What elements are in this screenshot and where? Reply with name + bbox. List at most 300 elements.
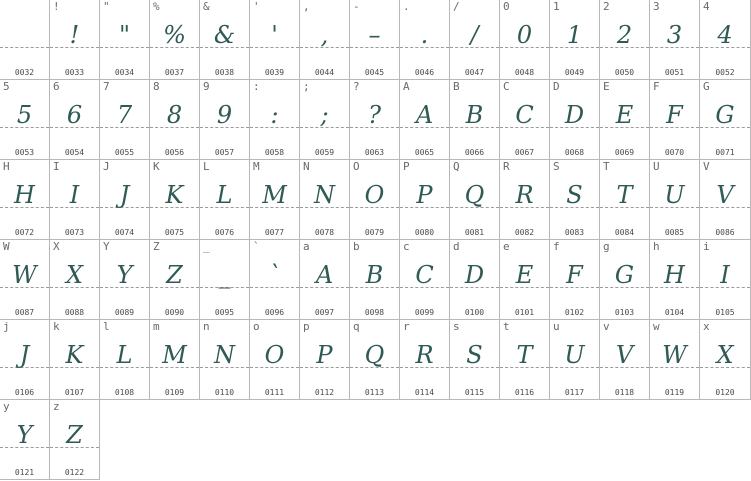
- glyph-code: 0110: [214, 388, 235, 397]
- glyph-sample: L: [116, 341, 133, 369]
- glyph-cell-label: 4: [703, 0, 710, 13]
- glyph-sample: X: [65, 261, 84, 289]
- glyph-cell-label: 8: [153, 80, 160, 93]
- glyph-sample: .: [420, 21, 429, 49]
- glyph-cell-label: m: [153, 320, 160, 333]
- glyph-cell-label: G: [703, 80, 710, 93]
- glyph-cell: [50, 240, 100, 320]
- glyph-cell-label: _: [203, 240, 210, 253]
- glyph-cell-label: H: [3, 160, 10, 173]
- glyph-code: 0121: [14, 468, 35, 477]
- glyph-cell-label: g: [603, 240, 610, 253]
- glyph-sample: 2: [616, 21, 633, 49]
- glyph-cell-label: v: [603, 320, 610, 333]
- glyph-sample: %: [163, 21, 186, 49]
- glyph-cell-label: a: [303, 240, 310, 253]
- glyph-sample: 6: [66, 101, 83, 129]
- glyph-cell: [300, 240, 350, 320]
- glyph-code: 0054: [64, 148, 85, 157]
- glyph-cell: [50, 320, 100, 400]
- glyph-sample: C: [515, 101, 534, 129]
- glyph-cell: [200, 240, 250, 320]
- glyph-sample: –: [368, 21, 381, 49]
- glyph-code: 0114: [414, 388, 435, 397]
- glyph-code: 0066: [464, 148, 485, 157]
- glyph-sample: U: [664, 181, 685, 209]
- glyph-code: 0086: [715, 228, 735, 237]
- glyph-cell: [400, 240, 450, 320]
- glyph-cell: [0, 320, 50, 400]
- glyph-code: 0056: [164, 148, 185, 157]
- glyph-cell-label: I: [53, 160, 60, 173]
- glyph-cell: [100, 320, 150, 400]
- glyph-cell: [450, 80, 500, 160]
- glyph-cell: [350, 320, 400, 400]
- glyph-code: 0087: [14, 308, 35, 317]
- glyph-code: 0079: [364, 228, 385, 237]
- glyph-cell: [150, 240, 200, 320]
- glyph-cell: [150, 80, 200, 160]
- glyph-code: 0048: [514, 68, 535, 77]
- glyph-cell: [50, 400, 100, 480]
- glyph-sample: G: [614, 261, 635, 289]
- glyph-sample: M: [262, 181, 287, 209]
- glyph-code: 0113: [364, 388, 385, 397]
- glyph-code: 0118: [614, 388, 635, 397]
- glyph-cell: [350, 0, 400, 80]
- glyph-cell-label: h: [653, 240, 660, 253]
- glyph-code: 0039: [264, 68, 285, 77]
- glyph-sample: R: [415, 341, 434, 369]
- glyph-code: 0090: [164, 308, 185, 317]
- glyph-code: 0116: [514, 388, 535, 397]
- glyph-cell: [600, 320, 650, 400]
- glyph-cell: [300, 320, 350, 400]
- glyph-cell-label: o: [253, 320, 260, 333]
- glyph-cell: [450, 160, 500, 240]
- glyph-sample: Z: [66, 421, 83, 449]
- glyph-code: 0099: [414, 308, 435, 317]
- glyph-code: 0071: [715, 148, 735, 157]
- glyph-sample: O: [264, 341, 285, 369]
- glyph-cell-label: ,: [303, 0, 310, 13]
- glyph-code: 0122: [64, 468, 85, 477]
- glyph-code: 0107: [64, 388, 85, 397]
- glyph-cell: [350, 80, 400, 160]
- glyph-sample: U: [564, 341, 585, 369]
- glyph-cell: [200, 0, 250, 80]
- glyph-cell-label: w: [653, 320, 660, 333]
- glyph-sample: J: [19, 341, 30, 369]
- glyph-cell-label: 7: [103, 80, 110, 93]
- glyph-code: 0073: [64, 228, 85, 237]
- glyph-code: 0047: [464, 68, 485, 77]
- glyph-sample: D: [564, 101, 585, 129]
- glyph-sample: Y: [16, 421, 33, 449]
- glyph-cell: [650, 160, 700, 240]
- glyph-code: 0084: [614, 228, 635, 237]
- glyph-cell: [600, 80, 650, 160]
- glyph-code: 0088: [64, 308, 85, 317]
- glyph-sample: E: [615, 101, 634, 129]
- glyph-cell-label: ?: [353, 80, 360, 93]
- glyph-cell-label: :: [253, 80, 260, 93]
- glyph-cell: [100, 0, 150, 80]
- glyph-code: 0105: [715, 308, 735, 317]
- glyph-cell: [700, 320, 751, 400]
- glyph-code: 0120: [715, 388, 735, 397]
- baseline-guide: [0, 47, 49, 48]
- glyph-sample: F: [666, 101, 683, 129]
- glyph-cell: [100, 160, 150, 240]
- glyph-code: 0117: [564, 388, 585, 397]
- glyph-cell: [300, 80, 350, 160]
- glyph-cell-label: x: [703, 320, 710, 333]
- glyph-cell: [500, 240, 550, 320]
- glyph-sample: B: [465, 101, 484, 129]
- glyph-cell-label: .: [403, 0, 410, 13]
- glyph-cell-label: D: [553, 80, 560, 93]
- glyph-sample: Q: [464, 181, 485, 209]
- glyph-cell: [250, 80, 300, 160]
- glyph-code: 0074: [114, 228, 135, 237]
- glyph-cell-label: k: [53, 320, 60, 333]
- glyph-sample: R: [515, 181, 534, 209]
- glyph-cell-label: K: [153, 160, 160, 173]
- glyph-cell: [550, 80, 600, 160]
- glyph-cell-label: f: [553, 240, 560, 253]
- glyph-code: 0112: [314, 388, 335, 397]
- glyph-sample: ": [118, 21, 131, 49]
- glyph-code: 0070: [664, 148, 685, 157]
- glyph-cell: [500, 0, 550, 80]
- glyph-cell-label: L: [203, 160, 210, 173]
- glyph-sample: H: [14, 181, 35, 209]
- glyph-sample: N: [214, 341, 235, 369]
- glyph-cell-label: U: [653, 160, 660, 173]
- glyph-code: 0038: [214, 68, 235, 77]
- glyph-sample: ,: [320, 21, 329, 49]
- glyph-sample: E: [515, 261, 534, 289]
- glyph-sample: K: [165, 181, 184, 209]
- glyph-code: 0078: [314, 228, 335, 237]
- glyph-code: 0104: [664, 308, 685, 317]
- glyph-code: 0096: [264, 308, 285, 317]
- glyph-cell: [250, 0, 300, 80]
- glyph-cell-label: 3: [653, 0, 660, 13]
- glyph-cell-label: P: [403, 160, 410, 173]
- glyph-sample: X: [716, 341, 734, 369]
- glyph-cell: [400, 160, 450, 240]
- glyph-cell: [550, 320, 600, 400]
- glyph-cell: [400, 80, 450, 160]
- glyph-cell: [400, 0, 450, 80]
- glyph-code: 0076: [214, 228, 235, 237]
- glyph-cell: [350, 160, 400, 240]
- glyph-cell-label: W: [3, 240, 10, 253]
- glyph-cell: [300, 0, 350, 80]
- glyph-cell: [550, 240, 600, 320]
- glyph-cell-label: /: [453, 0, 460, 13]
- glyph-sample: W: [12, 261, 37, 289]
- glyph-cell: [550, 160, 600, 240]
- glyph-sample: D: [464, 261, 485, 289]
- glyph-cell-label: e: [503, 240, 510, 253]
- glyph-sample: C: [415, 261, 434, 289]
- glyph-cell-label: 6: [53, 80, 60, 93]
- glyph-code: 0068: [564, 148, 585, 157]
- glyph-sample: P: [416, 181, 433, 209]
- glyph-cell-label: B: [453, 80, 460, 93]
- glyph-sample: O: [364, 181, 385, 209]
- glyph-cell-label: 1: [553, 0, 560, 13]
- glyph-cell-label: y: [3, 400, 10, 413]
- glyph-cell: [50, 160, 100, 240]
- glyph-code: 0108: [114, 388, 135, 397]
- glyph-cell: [0, 400, 50, 480]
- glyph-code: 0033: [64, 68, 85, 77]
- glyph-cell-label: Y: [103, 240, 110, 253]
- glyph-sample: 3: [666, 21, 683, 49]
- glyph-code: 0057: [214, 148, 235, 157]
- glyph-code: 0050: [614, 68, 635, 77]
- glyph-sample: G: [715, 101, 735, 129]
- glyph-cell: [400, 320, 450, 400]
- glyph-cell: [450, 0, 500, 80]
- glyph-sample: Y: [116, 261, 133, 289]
- glyph-sample: 4: [717, 21, 733, 49]
- glyph-cell: [100, 80, 150, 160]
- glyph-cell: [250, 320, 300, 400]
- glyph-cell-label: A: [403, 80, 410, 93]
- glyph-cell: [500, 80, 550, 160]
- glyph-sample: I: [69, 181, 80, 209]
- glyph-cell-label: z: [53, 400, 60, 413]
- glyph-cell-label: -: [353, 0, 360, 13]
- glyph-cell: [50, 80, 100, 160]
- glyph-sample: 8: [166, 101, 183, 129]
- glyph-sample: M: [162, 341, 187, 369]
- glyph-cell-label: q: [353, 320, 360, 333]
- glyph-sample: `: [268, 261, 281, 289]
- glyph-code: 0069: [614, 148, 635, 157]
- glyph-code: 0106: [14, 388, 35, 397]
- glyph-cell-label: M: [253, 160, 260, 173]
- glyph-cell-label: O: [353, 160, 360, 173]
- glyph-cell: [650, 80, 700, 160]
- glyph-code: 0077: [264, 228, 285, 237]
- glyph-code: 0049: [564, 68, 585, 77]
- glyph-cell: [500, 160, 550, 240]
- glyph-cell: [650, 240, 700, 320]
- glyph-sample: ': [271, 21, 278, 49]
- glyph-sample: Q: [364, 341, 385, 369]
- glyph-code: 0065: [414, 148, 435, 157]
- glyph-cell-label: Q: [453, 160, 460, 173]
- glyph-cell-label: l: [103, 320, 110, 333]
- glyph-sample: P: [316, 341, 333, 369]
- glyph-cell-label: p: [303, 320, 310, 333]
- glyph-cell: [650, 0, 700, 80]
- glyph-cell: [50, 0, 100, 80]
- glyph-cell: [450, 320, 500, 400]
- glyph-cell-label: ": [103, 0, 110, 13]
- glyph-cell-label: 9: [203, 80, 210, 93]
- glyph-sample: V: [716, 181, 734, 209]
- glyph-code: 0098: [364, 308, 385, 317]
- glyph-cell-label: 2: [603, 0, 610, 13]
- glyph-sample: K: [65, 341, 84, 369]
- glyph-sample: N: [314, 181, 335, 209]
- glyph-cell: [500, 320, 550, 400]
- glyph-cell-label: 0: [503, 0, 510, 13]
- glyph-cell-label: s: [453, 320, 460, 333]
- glyph-sample: F: [566, 261, 583, 289]
- glyph-cell-label: n: [203, 320, 210, 333]
- glyph-cell-label: &: [203, 0, 210, 13]
- glyph-cell-label: X: [53, 240, 60, 253]
- glyph-sample: B: [365, 261, 384, 289]
- glyph-sample: S: [566, 181, 583, 209]
- glyph-cell: [600, 240, 650, 320]
- glyph-cell-label: F: [653, 80, 660, 93]
- glyph-cell-label: %: [153, 0, 160, 13]
- glyph-cell-label: ': [253, 0, 260, 13]
- glyph-code: 0053: [14, 148, 35, 157]
- glyph-cell-label: d: [453, 240, 460, 253]
- glyph-code: 0051: [664, 68, 685, 77]
- glyph-code: 0034: [114, 68, 135, 77]
- glyph-cell: [100, 240, 150, 320]
- glyph-code: 0055: [114, 148, 135, 157]
- glyph-code: 0102: [564, 308, 585, 317]
- glyph-code: 0045: [364, 68, 385, 77]
- glyph-sample: 0: [516, 21, 533, 49]
- glyph-cell: [350, 240, 400, 320]
- glyph-cell: [550, 0, 600, 80]
- glyph-cell: [250, 240, 300, 320]
- glyph-code: 0109: [164, 388, 185, 397]
- glyph-code: 0052: [715, 68, 735, 77]
- glyph-cell: [0, 0, 50, 80]
- glyph-cell: [0, 80, 50, 160]
- glyph-cell-label: ;: [303, 80, 310, 93]
- glyph-sample: _: [218, 261, 231, 289]
- glyph-sample: ;: [320, 101, 329, 129]
- glyph-cell: [150, 160, 200, 240]
- glyph-cell-label: S: [553, 160, 560, 173]
- glyph-cell-label: u: [553, 320, 560, 333]
- glyph-sample: 7: [116, 101, 133, 129]
- glyph-sample: L: [216, 181, 233, 209]
- glyph-sample: A: [315, 261, 334, 289]
- glyph-code: 0075: [164, 228, 185, 237]
- glyph-cell: [700, 80, 751, 160]
- glyph-sample: J: [119, 181, 130, 209]
- glyph-cell: [150, 0, 200, 80]
- glyph-cell-label: c: [403, 240, 410, 253]
- glyph-cell: [600, 160, 650, 240]
- glyph-code: 0044: [314, 68, 335, 77]
- glyph-sample: T: [516, 341, 533, 369]
- glyph-cell-label: b: [353, 240, 360, 253]
- glyph-sample: 9: [216, 101, 233, 129]
- glyph-sample: T: [616, 181, 633, 209]
- glyph-cell-label: t: [503, 320, 510, 333]
- glyph-code: 0063: [364, 148, 385, 157]
- glyph-cell: [300, 160, 350, 240]
- glyph-sample: ?: [368, 101, 381, 129]
- glyph-cell-label: !: [53, 0, 60, 13]
- glyph-cell: [0, 160, 50, 240]
- glyph-code: 0115: [464, 388, 485, 397]
- glyph-cell-label: Z: [153, 240, 160, 253]
- glyph-code: 0059: [314, 148, 335, 157]
- glyph-cell: [650, 320, 700, 400]
- glyph-cell-label: C: [503, 80, 510, 93]
- glyph-cell: [600, 0, 650, 80]
- glyph-code: 0067: [514, 148, 535, 157]
- glyph-sample: H: [664, 261, 685, 289]
- glyph-cell: [200, 160, 250, 240]
- glyph-sample: I: [720, 261, 730, 289]
- glyph-code: 0097: [314, 308, 335, 317]
- glyph-code: 0046: [414, 68, 435, 77]
- glyph-cell-label: V: [703, 160, 710, 173]
- glyph-code: 0072: [14, 228, 35, 237]
- glyph-sample: A: [415, 101, 434, 129]
- glyph-code: 0101: [514, 308, 535, 317]
- glyph-code: 0080: [414, 228, 435, 237]
- glyph-cell-label: i: [703, 240, 710, 253]
- glyph-sample: S: [466, 341, 483, 369]
- glyph-code: 0032: [14, 68, 35, 77]
- glyph-sample: Z: [166, 261, 183, 289]
- glyph-sample: !: [69, 21, 80, 49]
- glyph-code: 0095: [214, 308, 235, 317]
- glyph-sample: V: [615, 341, 634, 369]
- glyph-code: 0081: [464, 228, 485, 237]
- glyph-code: 0037: [164, 68, 185, 77]
- glyph-cell-label: `: [253, 240, 260, 253]
- glyph-cell: [0, 240, 50, 320]
- glyph-cell-label: J: [103, 160, 110, 173]
- glyph-cell-label: j: [3, 320, 10, 333]
- glyph-cell: [700, 0, 751, 80]
- glyph-code: 0058: [264, 148, 285, 157]
- glyph-code: 0089: [114, 308, 135, 317]
- glyph-cell-label: 5: [3, 80, 10, 93]
- glyph-code: 0119: [664, 388, 685, 397]
- glyph-sample: &: [213, 21, 236, 49]
- glyph-sample: /: [470, 21, 479, 49]
- glyph-cell-label: E: [603, 80, 610, 93]
- glyph-cell: [200, 320, 250, 400]
- glyph-sample: 1: [566, 21, 583, 49]
- glyph-cell-label: N: [303, 160, 310, 173]
- glyph-cell-label: r: [403, 320, 410, 333]
- glyph-cell: [450, 240, 500, 320]
- glyph-cell-label: T: [603, 160, 610, 173]
- glyph-cell: [150, 320, 200, 400]
- glyph-cell: [700, 160, 751, 240]
- glyph-sample: :: [270, 101, 279, 129]
- glyph-code: 0082: [514, 228, 535, 237]
- glyph-code: 0100: [464, 308, 485, 317]
- glyph-sample: W: [662, 341, 687, 369]
- glyph-cell: [250, 160, 300, 240]
- glyph-cell-label: R: [503, 160, 510, 173]
